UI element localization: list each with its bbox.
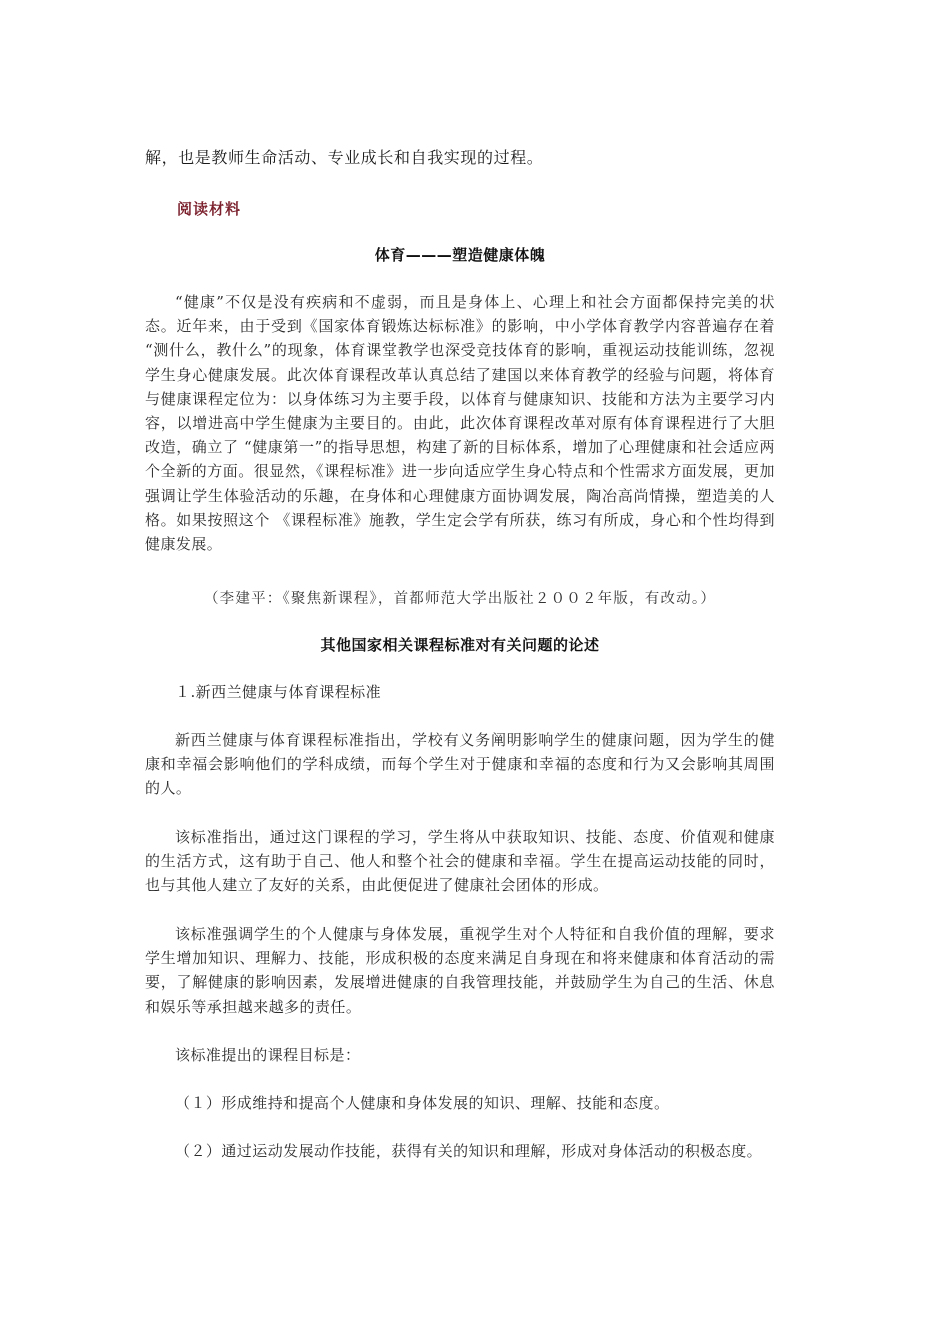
continuation-line: 解，也是教师生命活动、专业成长和自我实现的过程。 [145, 148, 544, 167]
paragraph-nz-emphasis: 该标准强调学生的个人健康与身体发展，重视学生对个人特征和自我价值的理解，要求学生增加知识、理解力、技能，形成积极的态度来满足自身现在和将来健康和体育活动的需要，了解健康的影响因素，发展增进健康的自我管理技能，并鼓励学生为自己的生活、休息和娱乐等承担越来越多的责任。 [145, 925, 775, 1016]
subheading-new-zealand: １.新西兰健康与体育课程标准 [175, 683, 382, 701]
paragraph-health-definition: “健康”不仅是没有疾病和不虚弱，而且是身体上、心理上和社会方面都保持完美的状态。近年来，由于受到《国家体育锻炼达标标准》的影响，中小学体育教学内容普遍存在着 “测什么，教什么”的现象，体育课堂教学也深受竞技体育的影响，重视运动技能训练，忽视学生身心健康发展。此次体育课程改革认真总结了建国以来体育教学的经验与问题，将体育与健康课程定位为：以身体练习为主要手段，以体育与健康知识、技能和方法为主要学习内容，以增进高中学生健康为主要目的。由此，此次体育课程改革对原有体育课程进行了大胆改造，确立了 “健康第一”的指导思想，构建了新的目标体系，增加了心理健康和社会适应两个全新的方面。很显然，《课程标准》进一步向适应学生身心特点和个性需求方面发展，更加强调让学生体验活动的乐趣，在身体和心理健康方面协调发展，陶冶高尚情操，塑造美的人格。如果按照这个 《课程标准》施教，学生定会学有所获，练习有所成，身心和个性均得到健康发展。 [145, 293, 775, 554]
citation: （李建平：《聚焦新课程》，首都师范大学出版社２００２年版，有改动。） [203, 591, 717, 607]
goal-item-2: （２）通过运动发展动作技能，获得有关的知识和理解，形成对身体活动的积极态度。 [175, 1142, 763, 1160]
section-title-other-countries: 其他国家相关课程标准对有关问题的论述 [320, 636, 600, 654]
section-title-pe: 体育———塑造健康体魄 [374, 246, 546, 264]
paragraph-goals-intro: 该标准提出的课程目标是： [175, 1046, 361, 1064]
paragraph-nz-benefits: 该标准指出，通过这门课程的学习，学生将从中获取知识、技能、态度、价值观和健康的生活方式，这有助于自己、他人和整个社会的健康和幸福。学生在提高运动技能的同时，也与其他人建立了友好的关系，由此便促进了健康社会团体的形成。 [145, 828, 775, 895]
reading-material-label: 阅读材料 [177, 200, 242, 218]
paragraph-nz-intro: 新西兰健康与体育课程标准指出，学校有义务阐明影响学生的健康问题，因为学生的健康和幸福会影响他们的学科成绩，而每个学生对于健康和幸福的态度和行为又会影响其周围的人。 [145, 731, 775, 798]
goal-item-1: （１）形成维持和提高个人健康和身体发展的知识、理解、技能和态度。 [175, 1094, 670, 1112]
